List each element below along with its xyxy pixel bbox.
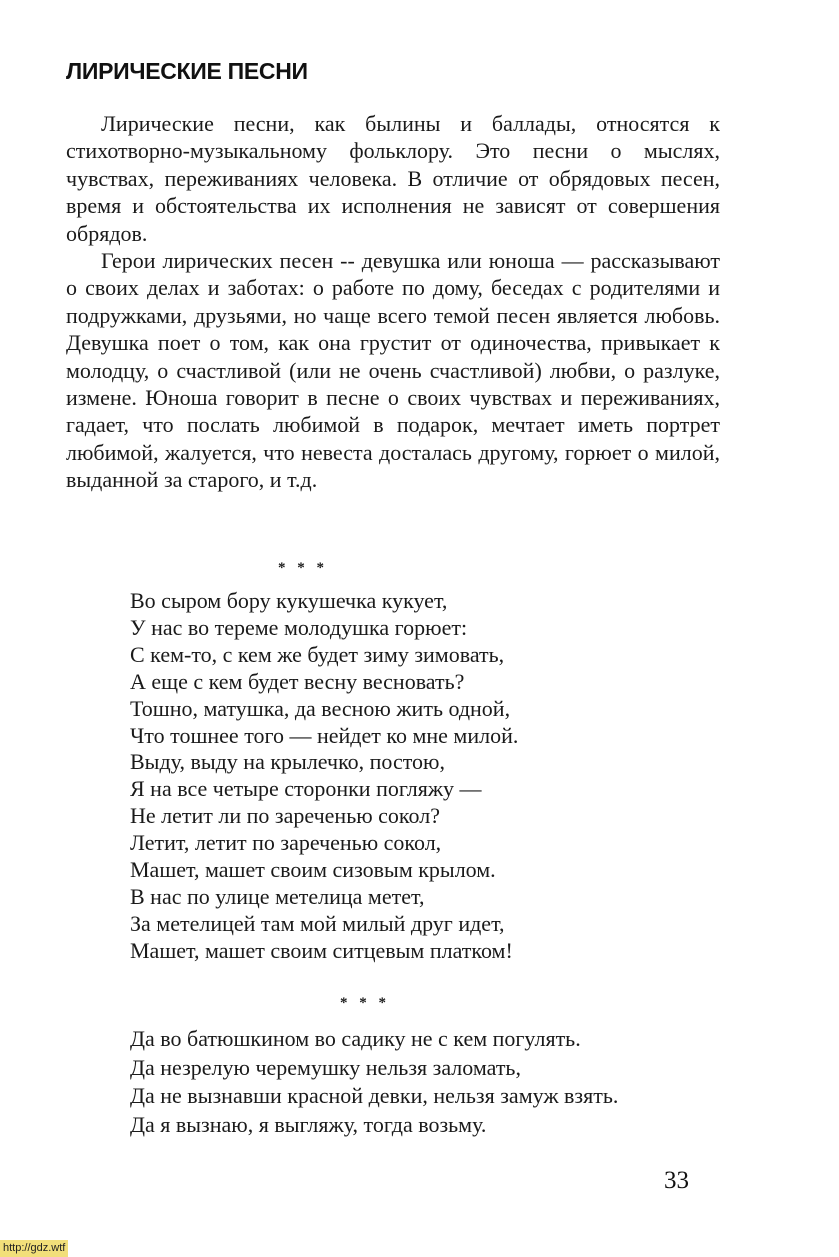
poem-line: Выду, выду на крылечко, постою, [130, 749, 445, 775]
poem-line: За метелицей там мой милый друг идет, [130, 910, 505, 936]
poem-line: Да во батюшкином во садику не с кем погулять. [130, 1026, 581, 1051]
poem-line: Машет, машет своим ситцевым платком! [130, 937, 513, 963]
poem-line: Во сыром бору кукушечка кукует, [130, 588, 448, 613]
poem-line: Да я вызнаю, я выгляжу, тогда возьму. [130, 1111, 487, 1137]
poem-line: Тошно, матушка, да весною жить одной, [130, 695, 511, 721]
paragraph-2: Герои лирических песен -- девушка или юноша — рассказывают о своих делах и заботах: о работе по дому, беседах с родителями и подружками, друзьями, но чаще всего темой песен является любовь. Девушка поет о том, как она грустит от одиночества, привыкает к молодцу, о счастливой (или не очень счастливой) любви, о разлуке, измене. Юноша говорит в песне о своих чувствах и переживаниях, гадает, что послать любимой в подарок, мечтает иметь портрет любимой, жалуется, что невеста досталась другому, горюет о милой, выданной за старого, и т.д. [66, 248, 720, 493]
poem-line: Летит, летит по зареченью сокол, [130, 830, 442, 856]
poem-line: Что тошнее того — нейдет ко мне милой. [130, 722, 519, 748]
poem-line: С кем-то, с кем же будет зиму зимовать, [130, 641, 505, 667]
watermark-link[interactable]: http://gdz.wtf [0, 1240, 68, 1257]
poem-line: Машет, машет своим сизовым крылом. [130, 857, 496, 883]
page-number: 33 [664, 1167, 689, 1194]
poem-line: В нас по улице метелица метет, [130, 883, 425, 909]
section-separator-2: * * * [340, 995, 390, 1011]
poem-1 [130, 588, 518, 965]
section-separator-1: * * * [278, 560, 328, 576]
paragraph-1: Лирические песни, как былины и баллады, относятся к стихотворно-музыкальному фольклору. Это песни о мыслях, чувствах, переживаниях человека. В отличие от обрядовых песен, время и обстоятельства их исполнения не зависят от совершения обрядов. [66, 111, 720, 246]
section-heading: ЛИРИЧЕСКИЕ ПЕСНИ [66, 58, 308, 84]
poem-line: Я на все четыре сторонки погляжу — [130, 776, 482, 802]
poem-line: У нас во тереме молодушка горюет: [130, 614, 468, 640]
poem-line: Да не вызнавши красной девки, нельзя замуж взять. [130, 1083, 619, 1109]
poem-2 [130, 1025, 618, 1139]
poem-line: Не летит ли по зареченью сокол? [130, 803, 440, 829]
poem-line: Да незрелую черемушку нельзя заломать, [130, 1054, 521, 1080]
poem-line: А еще с кем будет весну весновать? [130, 668, 465, 694]
intro-text [66, 110, 720, 494]
